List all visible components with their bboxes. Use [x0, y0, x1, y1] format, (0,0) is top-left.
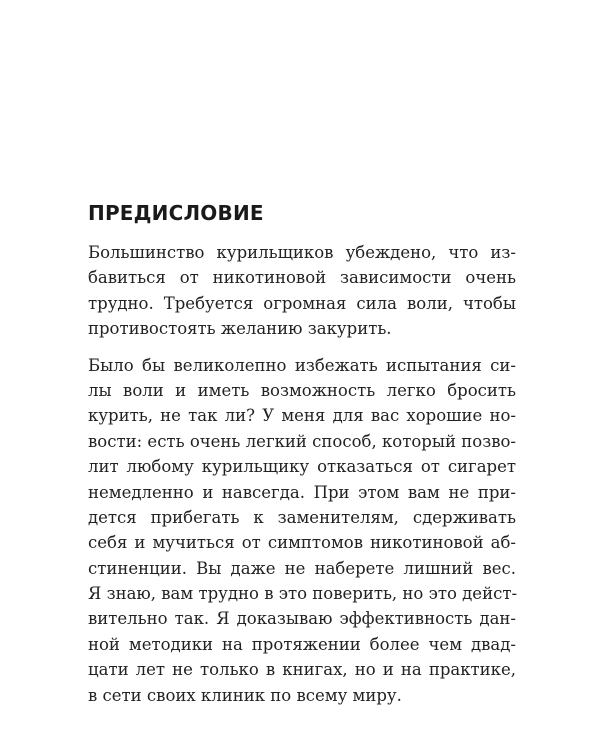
text-line: вительно так. Я доказываю эффективность дан-	[88, 609, 516, 629]
paragraph-2	[88, 353, 516, 708]
text-line: Большинство курильщиков убеждено, что из-	[88, 243, 516, 262]
text-line: стиненции. Вы даже не наберете лишний вес.	[88, 558, 516, 578]
text-line: Было бы великолепно избежать испытания си-	[88, 355, 516, 375]
text-line: Я знаю, вам трудно в это поверить, но это дейст-	[88, 584, 518, 604]
paragraph-1	[88, 240, 516, 342]
text-line: себя и мучиться от симптомов никотиновой аб-	[88, 533, 516, 553]
text-line: трудно. Требуется огромная сила воли, чтобы	[88, 293, 516, 313]
text-line: лы воли и иметь возможность легко бросить	[88, 380, 516, 400]
text-line: лит любому курильщику отказаться от сигарет	[88, 457, 516, 477]
body-text	[88, 240, 516, 708]
text-line: противостоять желанию закурить.	[88, 319, 392, 339]
text-line: цати лет не только в книгах, но и на практике,	[88, 660, 516, 680]
chapter-heading: ПРЕДИСЛОВИЕ	[88, 201, 264, 225]
text-line: бавиться от никотиновой зависимости очень	[88, 268, 516, 288]
text-line: немедленно и навсегда. При этом вам не при-	[88, 482, 516, 502]
text-line: вости: есть очень легкий способ, который позво-	[88, 431, 516, 451]
text-line: курить, не так ли? У меня для вас хорошие но-	[88, 406, 516, 426]
text-line: ной методики на протяжении более чем двад-	[88, 634, 516, 654]
text-line: в сети своих клиник по всему миру.	[88, 685, 402, 705]
text-line: дется прибегать к заменителям, сдерживать	[88, 507, 516, 527]
